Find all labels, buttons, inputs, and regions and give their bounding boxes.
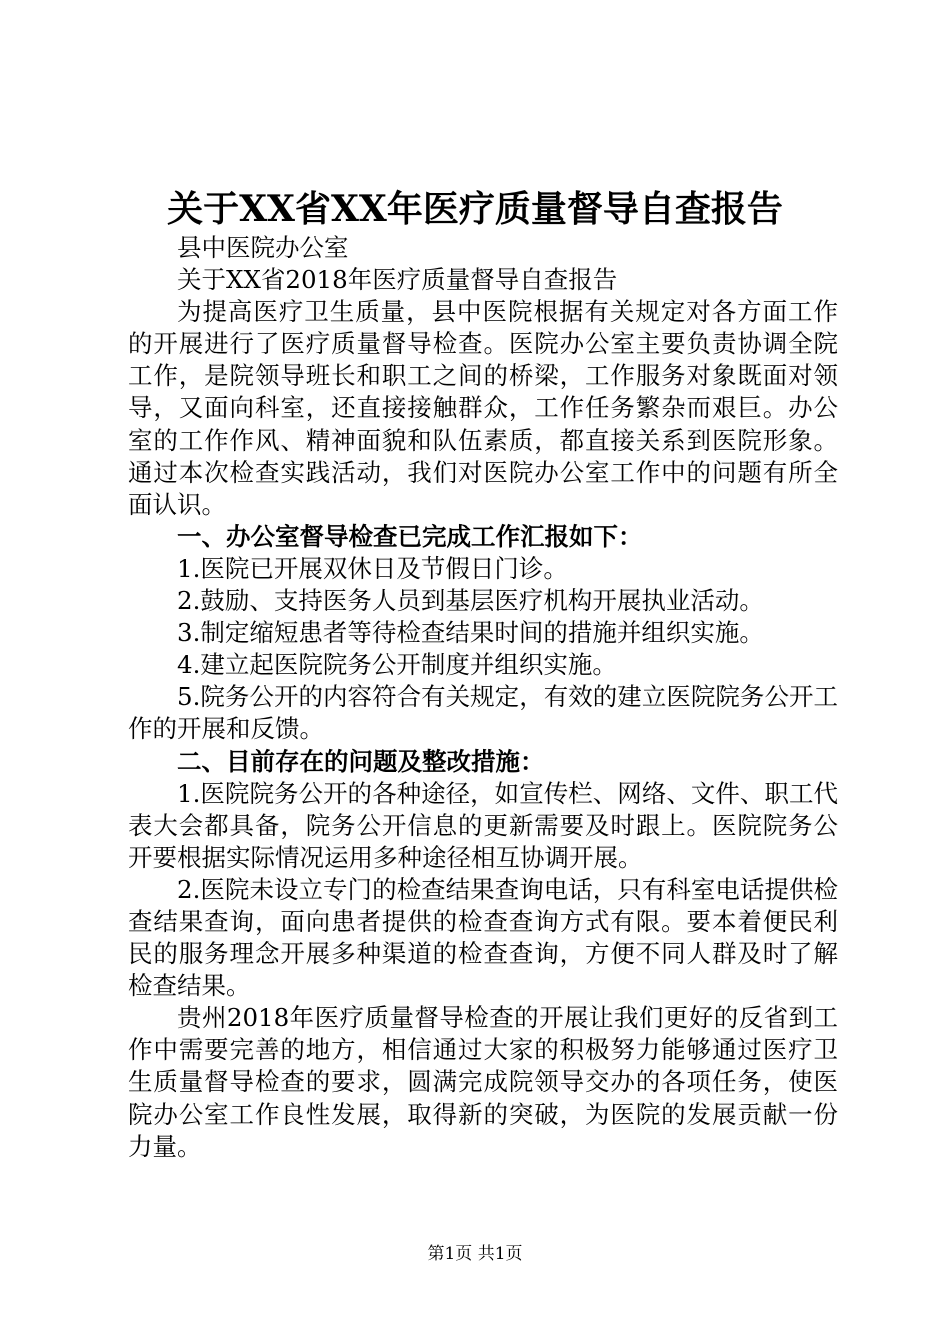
problem-item-2: 2.医院未设立专门的检查结果查询电话，只有科室电话提供检查结果查询，面向患者提供的检查查询方式有限。要本着便民利民的服务理念开展多种渠道的检查查询，方便不同人群及时了解检查结果。 xyxy=(128,874,838,1001)
list-item-4: 4.建立起医院院务公开制度并组织实施。 xyxy=(177,650,617,680)
paragraph-department: 县中医院办公室 xyxy=(177,233,349,262)
page-number-footer: 第1页 共1页 xyxy=(427,1244,523,1264)
document-title: 关于XX省XX年医疗质量督导自查报告 xyxy=(167,188,783,230)
problem-item-1: 1.医院院务公开的各种途径，如宣传栏、网络、文件、职工代表大会都具备，院务公开信息的更新需要及时跟上。医院院务公开要根据实际情况运用多种途径相互协调开展。 xyxy=(128,778,838,872)
section-heading-problems: 二、目前存在的问题及整改措施： xyxy=(177,746,545,776)
paragraph-subtitle: 关于XX省2018年医疗质量督导自查报告 xyxy=(177,265,618,295)
paragraph-intro: 为提高医疗卫生质量，县中医院根据有关规定对各方面工作的开展进行了医疗质量督导检查。医院办公室主要负责协调全院工作，是院领导班长和职工之间的桥梁，工作服务对象既面对领导，又面向科室，还直接接触群众，工作任务繁杂而艰巨。办公室的工作作风、精神面貌和队伍素质，都直接关系到医院形象。通过本次检查实践活动，我们对医院办公室工作中的问题有所全面认识。 xyxy=(128,297,838,519)
list-item-2: 2.鼓励、支持医务人员到基层医疗机构开展执业活动。 xyxy=(177,586,764,616)
list-item-1: 1.医院已开展双休日及节假日门诊。 xyxy=(177,553,568,583)
list-item-5: 5.院务公开的内容符合有关规定，有效的建立医院院务公开工作的开展和反馈。 xyxy=(128,682,838,744)
document-body xyxy=(128,232,838,1163)
paragraph-conclusion: 贵州2018年医疗质量督导检查的开展让我们更好的反省到工作中需要完善的地方，相信通过大家的积极努力能够通过医疗卫生质量督导检查的要求，圆满完成院领导交办的各项任务，使医院办公室工作良性发展，取得新的突破，为医院的发展贡献一份力量。 xyxy=(128,1003,838,1161)
list-item-3: 3.制定缩短患者等待检查结果时间的措施并组织实施。 xyxy=(177,618,764,648)
section-heading-completed-work: 一、办公室督导检查已完成工作汇报如下： xyxy=(177,521,643,551)
